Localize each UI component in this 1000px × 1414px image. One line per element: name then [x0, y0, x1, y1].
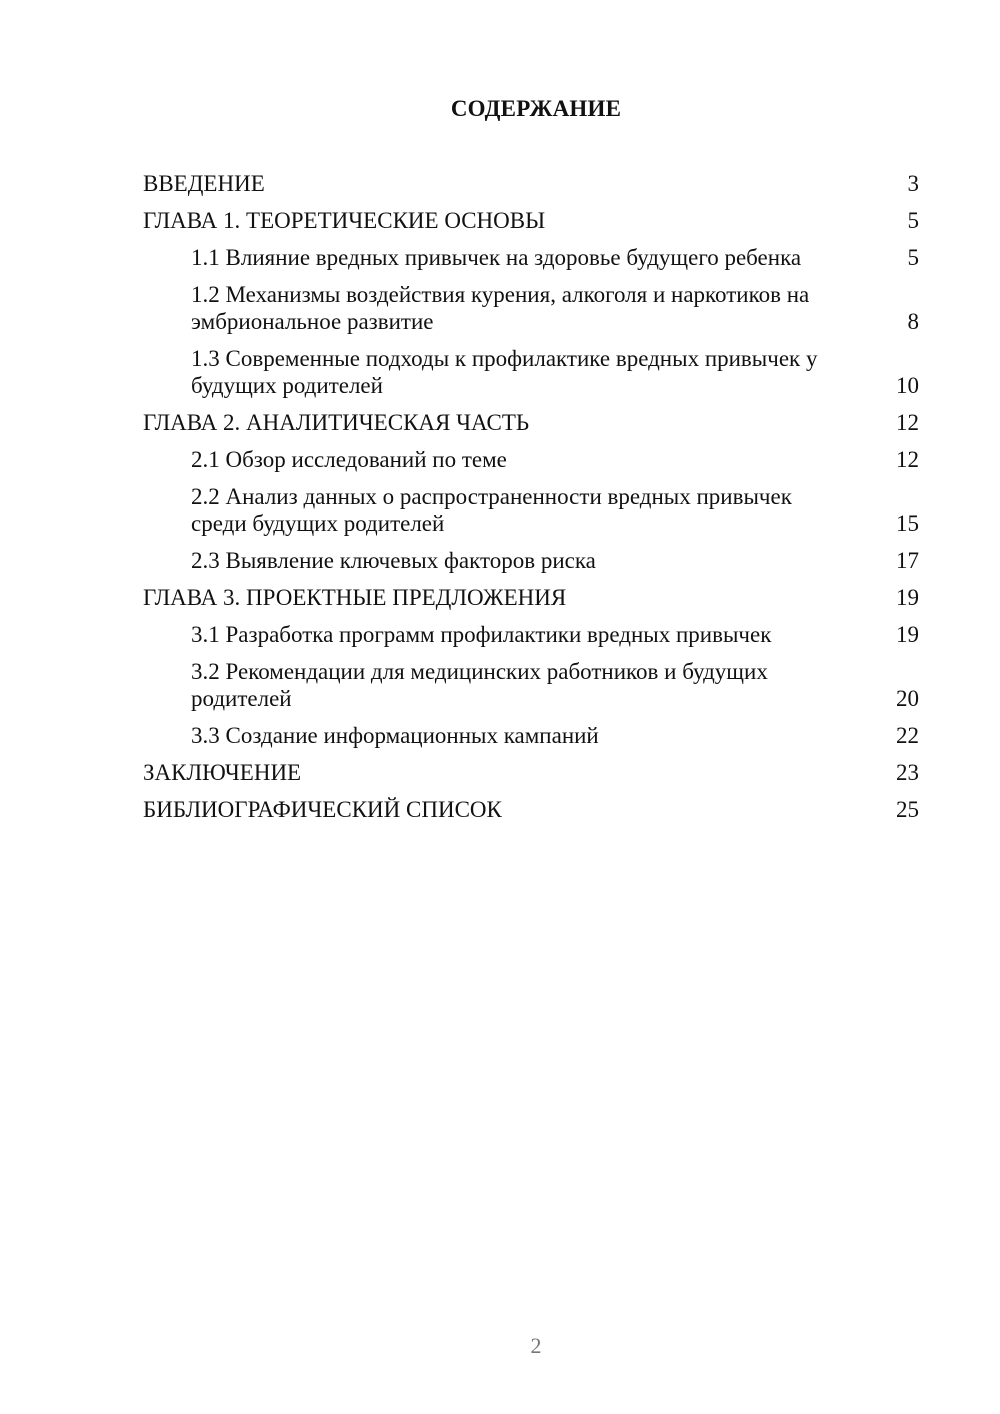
toc-entry-page: 25 [896, 797, 919, 822]
toc-title: СОДЕРЖАНИЕ [450, 96, 622, 121]
toc-entry-text: 2.2 Анализ данных о распространенности вредных привычек среди будущих родителей [191, 484, 792, 536]
toc-entry-text: 3.2 Рекомендации для медицинских работников и будущих родителей [191, 659, 768, 711]
toc-entry-section-3-3[interactable] [143, 718, 919, 755]
toc-entry-text: 1.1 Влияние вредных привычек на здоровье будущего ребенка [191, 245, 802, 270]
toc-entry-page: 5 [907, 208, 919, 233]
table-of-contents [143, 166, 919, 829]
toc-entry-section-1-1[interactable] [143, 240, 919, 277]
toc-entry-page: 12 [896, 447, 919, 472]
toc-entry-text: 2.1 Обзор исследований по теме [191, 447, 507, 472]
toc-entry-section-2-2[interactable] [143, 479, 919, 543]
toc-entry-section-1-3[interactable] [143, 341, 919, 405]
toc-entry-text: ГЛАВА 2. АНАЛИТИЧЕСКАЯ ЧАСТЬ [143, 410, 530, 435]
toc-entry-bibliography[interactable] [143, 792, 919, 829]
toc-entry-page: 22 [896, 723, 919, 748]
toc-entry-page: 19 [896, 622, 919, 647]
toc-entry-page: 3 [907, 171, 919, 196]
toc-entry-text: ВВЕДЕНИЕ [143, 171, 265, 196]
toc-entry-page: 5 [907, 245, 919, 270]
page-number: 2 [530, 1333, 542, 1358]
toc-entry-page: 17 [896, 548, 919, 573]
toc-entry-text: 3.3 Создание информационных кампаний [191, 723, 599, 748]
toc-entry-text: ГЛАВА 1. ТЕОРЕТИЧЕСКИЕ ОСНОВЫ [143, 208, 546, 233]
toc-entry-text: ЗАКЛЮЧЕНИЕ [143, 760, 302, 785]
toc-entry-text: 1.3 Современные подходы к профилактике вредных привычек у будущих родителей [191, 346, 818, 398]
toc-entry-text: 1.2 Механизмы воздействия курения, алкоголя и наркотиков на эмбриональное развитие [191, 282, 810, 334]
toc-entry-text: ГЛАВА 3. ПРОЕКТНЫЕ ПРЕДЛОЖЕНИЯ [143, 585, 567, 610]
toc-entry-chapter-1[interactable] [143, 203, 919, 240]
toc-entry-page: 15 [896, 511, 919, 536]
toc-entry-page: 8 [907, 309, 919, 334]
toc-entry-page: 20 [896, 686, 919, 711]
toc-entry-page: 10 [896, 373, 919, 398]
toc-entry-text: БИБЛИОГРАФИЧЕСКИЙ СПИСОК [143, 797, 502, 822]
toc-entry-section-2-3[interactable] [143, 543, 919, 580]
toc-entry-section-3-2[interactable] [143, 654, 919, 718]
toc-entry-chapter-2[interactable] [143, 405, 919, 442]
toc-entry-section-2-1[interactable] [143, 442, 919, 479]
toc-entry-section-1-2[interactable] [143, 277, 919, 341]
toc-entry-page: 23 [896, 760, 919, 785]
toc-entry-page: 12 [896, 410, 919, 435]
toc-entry-text: 2.3 Выявление ключевых факторов риска [191, 548, 596, 573]
toc-entry-chapter-3[interactable] [143, 580, 919, 617]
toc-entry-introduction[interactable] [143, 166, 919, 203]
toc-entry-page: 19 [896, 585, 919, 610]
toc-entry-conclusion[interactable] [143, 755, 919, 792]
toc-entry-section-3-1[interactable] [143, 617, 919, 654]
toc-entry-text: 3.1 Разработка программ профилактики вредных привычек [191, 622, 772, 647]
